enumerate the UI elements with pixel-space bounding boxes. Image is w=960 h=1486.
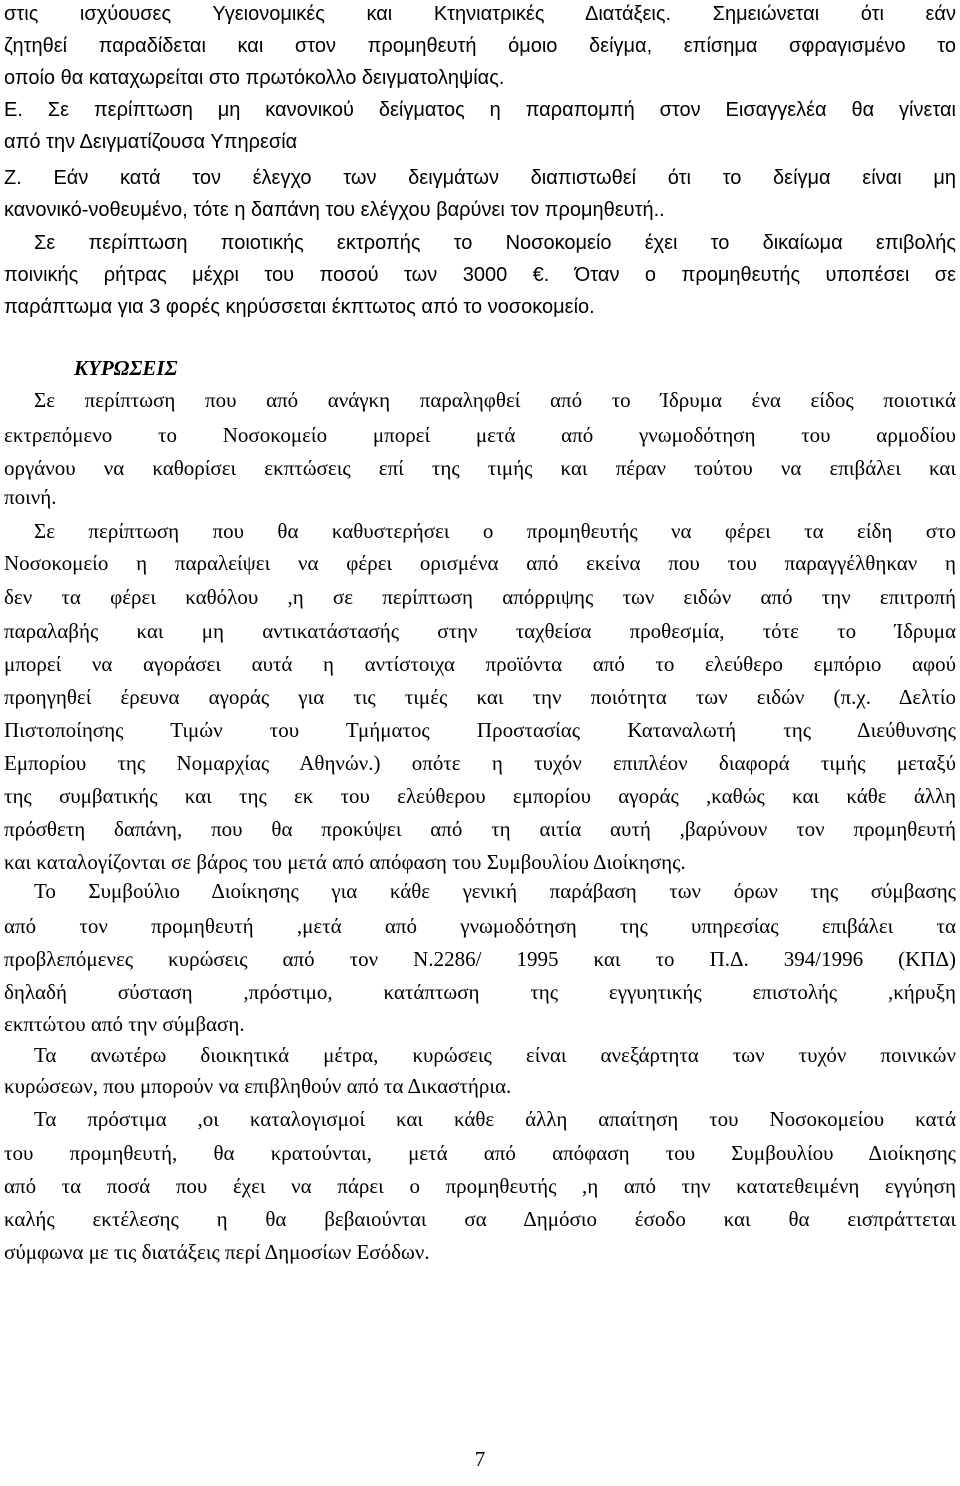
body-line: Το Συμβούλιο Διοίκησης για κάθε γενική παράβαση των όρων της σύμβασης: [34, 879, 956, 903]
body-line: Τα πρόστιμα ,οι καταλογισμοί και κάθε άλλη απαίτηση του Νοσοκομείου κατά: [34, 1107, 956, 1131]
body-line: του προμηθευτή, θα κρατούνται, μετά από απόφαση του Συμβουλίου Διοίκησης: [4, 1141, 956, 1165]
body-line: παραλαβής και μη αντικατάστασής στην ταχθείσα προθεσμία, τότε το Ίδρυμα: [4, 619, 956, 643]
body-line: οργάνου να καθορίσει εκπτώσεις επί της τιμής και πέραν τούτου να επιβάλει και: [4, 456, 956, 480]
body-line: σύμφωνα με τις διατάξεις περί Δημοσίων Εσόδων.: [4, 1240, 430, 1264]
body-line: πρόσθετη δαπάνη, που θα προκύψει από τη αιτία αυτή ,βαρύνουν τον προμηθευτή: [4, 817, 956, 841]
text-line: οποίο θα καταχωρείται στο πρωτόκολλο δειγματοληψίας.: [4, 67, 505, 89]
body-line: Πιστοποίησης Τιμών του Τμήματος Προστασίας Καταναλωτή της Διεύθυνσης: [4, 718, 956, 742]
body-line: κυρώσεων, που μπορούν να επιβληθούν από τα Δικαστήρια.: [4, 1074, 512, 1098]
text-line: Ζ. Εάν κατά τον έλεγχο των δειγμάτων διαπιστωθεί ότι το δείγμα είναι μη: [4, 167, 956, 189]
body-line: Σε περίπτωση που από ανάγκη παραληφθεί από το Ίδρυμα ένα είδος ποιοτικά: [34, 388, 956, 412]
body-line: προηγηθεί έρευνα αγοράς για τις τιμές και την ποιότητα των ειδών (π.χ. Δελτίο: [4, 685, 956, 709]
text-line: παράπτωμα για 3 φορές κηρύσσεται έκπτωτος από το νοσοκομείο.: [4, 296, 595, 318]
text-line: ποινικής ρήτρας μέχρι του ποσού των 3000 €. Όταν ο προμηθευτής υποπέσει σε: [4, 264, 956, 286]
body-line: προβλεπόμενες κυρώσεις από τον Ν.2286/ 1995 και το Π.Δ. 394/1996 (ΚΠΔ): [4, 947, 956, 971]
body-line: δεν τα φέρει καθόλου ,η σε περίπτωση απόρριψης των ειδών από την επιτροπή: [4, 585, 956, 609]
section-heading: ΚΥΡΩΣΕΙΣ: [74, 356, 178, 380]
body-line: από τον προμηθευτή ,μετά από γνωμοδότηση της υπηρεσίας επιβάλει τα: [4, 914, 956, 938]
body-line: και καταλογίζονται σε βάρος του μετά από απόφαση του Συμβουλίου Διοίκησης.: [4, 850, 686, 874]
body-line: εκτρεπόμενο το Νοσοκομείο μπορεί μετά από γνωμοδότηση του αρμοδίου: [4, 423, 956, 447]
body-line: εκπτώτου από την σύμβαση.: [4, 1012, 245, 1036]
body-line: από τα ποσά που έχει να πάρει ο προμηθευτής ,η από την κατατεθειμένη εγγύηση: [4, 1174, 956, 1198]
body-line: Νοσοκομείο η παραλείψει να φέρει ορισμένα από εκείνα που του παραγγέλθηκαν η: [4, 551, 956, 575]
body-line: μπορεί να αγοράσει αυτά η αντίστοιχα προϊόντα από το ελεύθερο εμπόριο αφού: [4, 652, 956, 676]
text-line: κανονικό-νοθευμένο, τότε η δαπάνη του ελέγχου βαρύνει τον προμηθευτή..: [4, 199, 665, 221]
body-line: ποινή.: [4, 485, 57, 509]
body-line: Σε περίπτωση που θα καθυστερήσει ο προμηθευτής να φέρει τα είδη στο: [34, 519, 956, 543]
body-line: δηλαδή σύσταση ,πρόστιμο, κατάπτωση της εγγυητικής επιστολής ,κήρυξη: [4, 980, 956, 1004]
text-line: Σε περίπτωση ποιοτικής εκτροπής το Νοσοκομείο έχει το δικαίωμα επιβολής: [34, 232, 956, 254]
text-line: από την Δειγματίζουσα Υπηρεσία: [4, 131, 298, 153]
text-line: Ε. Σε περίπτωση μη κανονικού δείγματος η παραπομπή στον Εισαγγελέα θα γίνεται: [4, 99, 956, 121]
body-line: της συμβατικής και της εκ του ελεύθερου εμπορίου αγοράς ,καθώς και κάθε άλλη: [4, 784, 956, 808]
body-line: καλής εκτέλεσης η θα βεβαιούνται σα Δημόσιο έσοδο και θα εισπράττεται: [4, 1207, 956, 1231]
body-line: Τα ανωτέρω διοικητικά μέτρα, κυρώσεις είναι ανεξάρτητα των τυχόν ποινικών: [34, 1043, 956, 1067]
text-line: στις ισχύουσες Υγειονομικές και Κτηνιατρικές Διατάξεις. Σημειώνεται ότι εάν: [4, 3, 956, 25]
text-line: ζητηθεί παραδίδεται και στον προμηθευτή όμοιο δείγμα, επίσημα σφραγισμένο το: [4, 35, 956, 57]
page-number: 7: [474, 1447, 486, 1471]
body-line: Εμπορίου της Νομαρχίας Αθηνών.) οπότε η τυχόν επιπλέον διαφορά τιμής μεταξύ: [4, 751, 956, 775]
